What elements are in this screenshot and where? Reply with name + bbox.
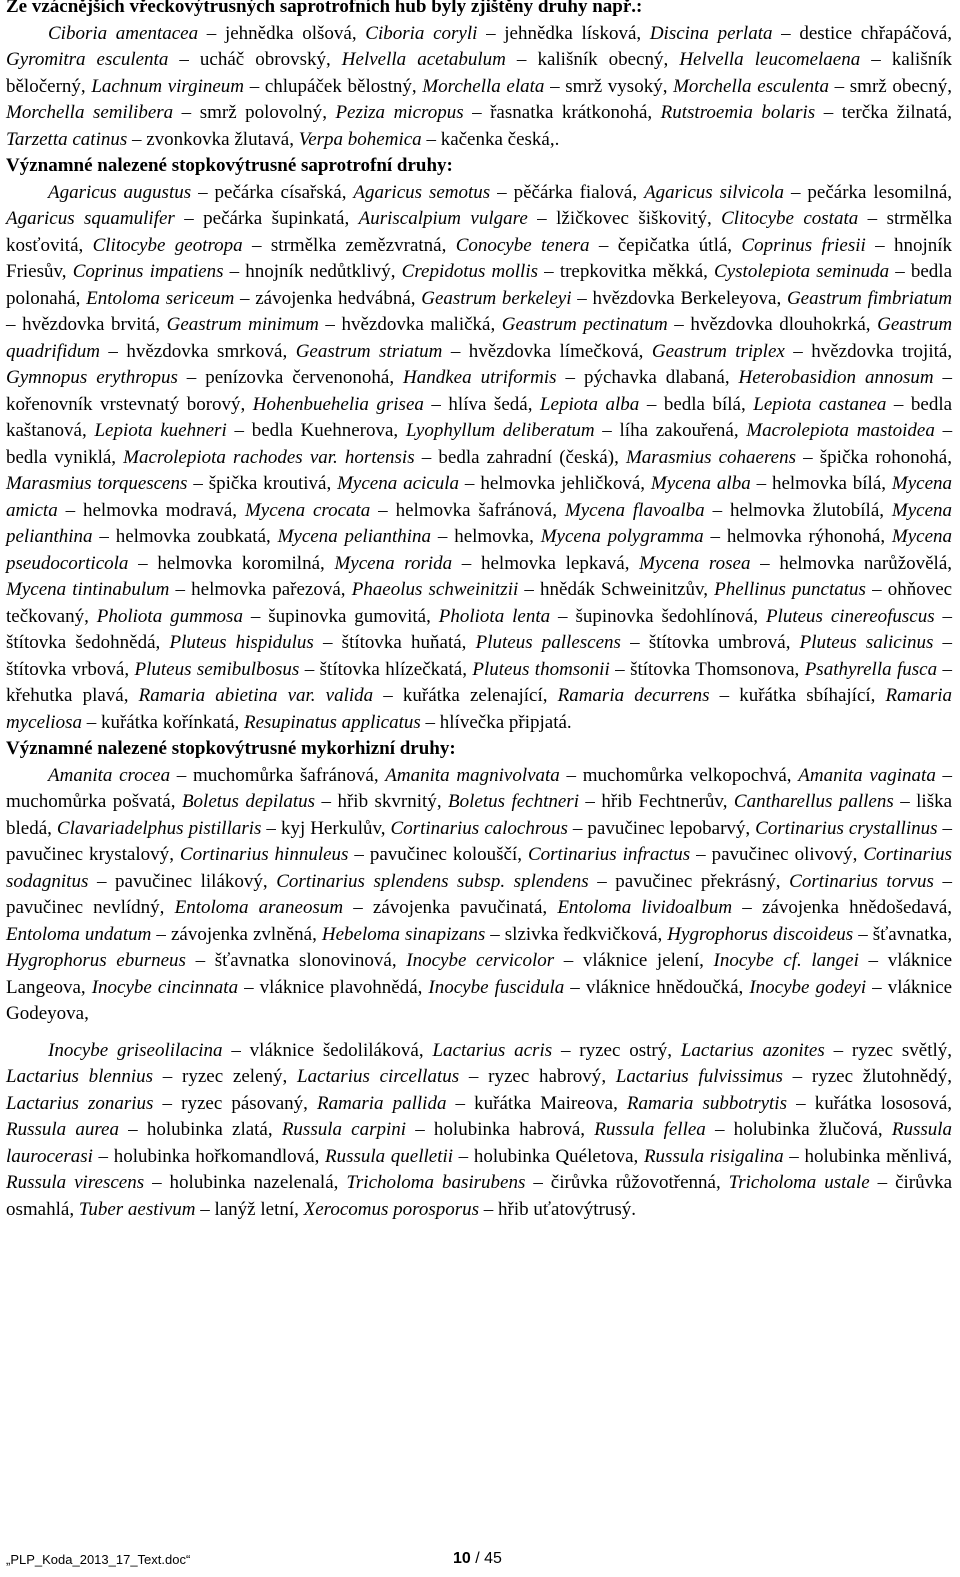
- page-footer: [6, 1548, 952, 1570]
- species-latin-name: Mycena crocata: [244, 499, 371, 521]
- species-latin-name: Amanita crocea: [48, 764, 171, 786]
- species-czech-name: šťavnatka: [872, 923, 948, 945]
- species-czech-name: vláknice šedoliláková: [249, 1039, 419, 1061]
- species-czech-name: terčka žilnatá: [841, 102, 948, 123]
- species-czech-name: destice chřapáčová: [799, 22, 948, 44]
- species-latin-name: Morchella semilibera: [6, 102, 174, 123]
- species-latin-name: Lactarius blennius: [6, 1066, 153, 1087]
- species-latin-name: Lactarius acris: [432, 1039, 553, 1061]
- species-czech-name: helmovka: [454, 526, 530, 547]
- species-czech-name: strmělka zemězvratná: [270, 234, 442, 256]
- species-czech-name: hvězdovka smrková: [126, 340, 283, 362]
- species-czech-name: štítovka hlízečkatá: [319, 658, 463, 680]
- species-latin-name: Russula quelletii: [324, 1145, 454, 1167]
- species-latin-name: Mycena acicula: [337, 473, 460, 494]
- species-latin-name: Cortinarius hinnuleus: [179, 844, 349, 865]
- species-latin-name: Marasmius torquescens: [6, 473, 188, 494]
- species-latin-name: Clitocybe geotropa: [92, 234, 243, 256]
- species-czech-name: jehnědka olšová: [224, 22, 352, 44]
- species-czech-name: kališník obecný: [537, 49, 664, 70]
- species-latin-name: Agaricus silvicola: [644, 181, 784, 203]
- species-czech-name: bedla polonahá: [6, 261, 953, 309]
- species-latin-name: Entoloma sericeum: [86, 287, 235, 309]
- species-czech-name: hnojník Friesův: [6, 234, 953, 282]
- page-separator: /: [470, 1550, 485, 1567]
- species-czech-name: smrž polovolný: [199, 102, 323, 123]
- footer-filename: „PLP_Koda_2013_17_Text.doc“: [6, 1552, 191, 1567]
- species-latin-name: Mycena alba: [650, 473, 751, 494]
- species-latin-name: Hebeloma sinapizans: [321, 923, 486, 945]
- species-latin-name: Pluteus pallescens: [475, 632, 621, 653]
- species-latin-name: Mycena pseudocorticola: [6, 526, 953, 574]
- species-latin-name: Ramaria decurrens: [557, 685, 710, 706]
- species-czech-name: smrž vysoký: [565, 75, 663, 97]
- species-czech-name: šupinovka gumovitá: [268, 605, 427, 627]
- species-latin-name: Lactarius fulvissimus: [615, 1066, 783, 1087]
- species-latin-name: Mycena pelianthina: [6, 499, 953, 547]
- species-czech-name: ryzec pásovaný: [181, 1092, 304, 1114]
- species-latin-name: Verpa bohemica: [298, 128, 422, 150]
- species-latin-name: Amanita vaginata: [798, 764, 936, 786]
- species-latin-name: Tarzetta catinus: [6, 128, 128, 150]
- species-latin-name: Coprinus friesii: [741, 234, 866, 256]
- species-czech-name: ucháč obrovský: [199, 49, 326, 70]
- species-czech-name: závojenka hedvábná: [255, 287, 411, 309]
- species-czech-name: helmovka žlutobílá: [729, 499, 880, 521]
- species-czech-name: holubinka zlatá: [146, 1119, 268, 1140]
- species-latin-name: Cortinarius calochrous: [390, 817, 568, 839]
- species-latin-name: Mycena flavoalba: [564, 499, 705, 521]
- species-latin-name: Pluteus hispidulus: [169, 632, 314, 653]
- species-czech-name: chlupáček bělostný: [264, 75, 412, 97]
- species-latin-name: Mycena tintinabulum: [6, 579, 170, 600]
- species-latin-name: Psathyrella fusca: [804, 658, 938, 680]
- species-latin-name: Pluteus salicinus: [799, 632, 934, 653]
- species-czech-name: ryzec ostrý: [579, 1039, 668, 1061]
- species-czech-name: slzivka ředkvičková: [504, 923, 658, 945]
- species-czech-name: kačenka česká: [440, 128, 550, 150]
- species-czech-name: štítovka huňatá: [341, 632, 462, 653]
- species-latin-name: Helvella acetabulum: [341, 49, 506, 70]
- species-latin-name: Lyophyllum deliberatum: [405, 420, 595, 441]
- species-czech-name: hnojník nedůtklivý: [245, 261, 391, 282]
- species-latin-name: Hygrophorus discoideus: [667, 923, 854, 945]
- species-czech-name: kuřátka zelenající: [402, 685, 543, 706]
- species-czech-name: kořenovník vrstevnatý borový: [6, 393, 241, 415]
- species-latin-name: Gyromitra esculenta: [6, 49, 169, 70]
- species-latin-name: Hohenbuehelia grisea: [252, 393, 424, 415]
- species-latin-name: Mycena rorida: [334, 552, 453, 574]
- species-czech-name: hřib uťatovýtrusý: [498, 1198, 632, 1220]
- species-czech-name: holubinka Quéletova: [473, 1145, 634, 1167]
- species-latin-name: Heterobasidion annosum: [738, 367, 934, 388]
- species-czech-name: ryzec světlý: [851, 1039, 948, 1061]
- species-latin-name: Russula virescens: [6, 1172, 145, 1193]
- species-latin-name: Cantharellus pallens: [733, 791, 894, 812]
- species-czech-name: štítovka Thomsonova: [630, 658, 795, 680]
- species-czech-name: pavučinec nevlídný: [6, 897, 160, 918]
- species-czech-name: liška bledá: [6, 791, 953, 839]
- species-czech-name: penízovka červenonohá: [205, 367, 390, 388]
- species-czech-name: bedla bílá: [663, 393, 741, 415]
- species-czech-name: kuřátka lososová: [814, 1092, 948, 1114]
- species-latin-name: Morchella esculenta: [673, 75, 829, 97]
- species-czech-name: čepičatka útlá: [617, 234, 728, 256]
- species-czech-name: smrž obecný: [849, 75, 948, 97]
- species-latin-name: Entoloma lividoalbum: [557, 897, 733, 918]
- species-latin-name: Auriscalpium vulgare: [358, 208, 528, 229]
- heading-mycorrhizal: Významné nalezené stopkovýtrusné mykorhizní druhy:: [6, 738, 456, 759]
- species-latin-name: Cortinarius infractus: [527, 844, 691, 865]
- species-czech-name: hřib Fechtnerův: [601, 791, 723, 812]
- species-czech-name: ryzec zelený: [182, 1066, 283, 1087]
- species-czech-name: helmovka pařezová: [191, 579, 341, 600]
- species-czech-name: hvězdovka maličká: [341, 314, 491, 335]
- species-latin-name: Mycena polygramma: [540, 526, 704, 547]
- species-czech-name: zvonkovka žlutavá: [146, 128, 290, 150]
- species-latin-name: Hygrophorus eburneus: [6, 950, 186, 971]
- species-latin-name: Resupinatus applicatus: [243, 711, 421, 733]
- species-latin-name: Pholiota lenta: [438, 605, 551, 627]
- species-latin-name: Russula aurea: [6, 1119, 119, 1140]
- species-latin-name: Agaricus squamulifer: [6, 208, 175, 229]
- species-latin-name: Geastrum triplex: [651, 340, 785, 362]
- species-latin-name: Phaeolus schweinitzii: [351, 579, 519, 600]
- species-list-mycorrhizal-a: Amanita crocea – muchomůrka šafránová, Amanita magnivolvata – muchomůrka velkopochvá, Amanita vaginata – muchomůrka pošvatá, Boletus depilatus – hřib skvrnitý, Boletus fechtneri – hřib Fechtnerův, Cantharellus pallens – liška bledá, Clavariadelphus pistillaris – kyj Herkulův, Cortinarius calochrous – pavučinec lepobarvý, Cortinarius crystallinus – pavučinec krystalový, Cortinarius hinnuleus – pavučinec kolouščí, Cortinarius infractus – pavučinec olivový, Cortinarius sodagnitus – pavučinec lilákový, Cortinarius splendens subsp. splendens – pavučinec překrásný, Cortinarius torvus – pavučinec nevlídný, Entoloma araneosum – závojenka pavučinatá, Entoloma lividoalbum – závojenka hnědošedavá, Entoloma undatum – závojenka zvlněná, Hebeloma sinapizans – slzivka ředkvičková, Hygrophorus discoideus – šťavnatka, Hygrophorus eburneus – šťavnatka slonovinová, Inocybe cervicolor – vláknice jelení, Inocybe cf. langei – vláknice Langeova, Inocybe cincinnata – vláknice plavohnědá, Inocybe fuscidula – vláknice hnědoučká, Inocybe godeyi – vláknice Godeyova,: [6, 764, 953, 1024]
- footer-page-number: [453, 1550, 502, 1568]
- species-latin-name: Lactarius circellatus: [297, 1066, 460, 1087]
- species-czech-name: vláknice Godeyova: [6, 976, 953, 1024]
- species-czech-name: hvězdovka trojitá: [811, 340, 948, 362]
- species-latin-name: Tricholoma basirubens: [346, 1172, 526, 1193]
- species-latin-name: Ramaria myceliosa: [6, 685, 953, 733]
- species-czech-name: helmovka zoubkatá: [115, 526, 266, 547]
- species-czech-name: pečárka šupinkatá: [203, 208, 345, 229]
- species-czech-name: kuřátka kořínkatá: [100, 711, 235, 733]
- species-czech-name: bedla zahradní (česká): [438, 446, 615, 468]
- heading-ascomycetes: Ze vzácnějších vřeckovýtrusných saprotrofních hub byly zjištěny druhy např.:: [6, 0, 643, 17]
- species-czech-name: hlívečka připjatá: [439, 711, 567, 733]
- species-latin-name: Amanita magnivolvata: [385, 764, 560, 786]
- species-czech-name: bedla Kuehnerova: [251, 420, 394, 441]
- species-latin-name: Macrolepiota mastoidea: [746, 420, 935, 441]
- species-latin-name: Cortinarius sodagnitus: [6, 844, 953, 892]
- species-latin-name: Phellinus punctatus: [714, 579, 866, 600]
- page-total: 45: [484, 1550, 502, 1567]
- species-czech-name: helmovka rýhonohá: [726, 526, 881, 547]
- species-latin-name: Peziza micropus: [335, 102, 464, 123]
- species-latin-name: Ramaria abietina var. valida: [138, 685, 374, 706]
- species-latin-name: Gymnopus erythropus: [6, 367, 178, 388]
- species-czech-name: hvězdovka brvitá: [22, 314, 156, 335]
- species-latin-name: Lactarius azonites: [680, 1039, 825, 1061]
- species-latin-name: Inocybe cincinnata: [91, 976, 239, 998]
- species-czech-name: vláknice hnědoučká: [585, 976, 739, 998]
- species-latin-name: Boletus depilatus: [181, 791, 316, 812]
- species-latin-name: Geastrum fimbriatum: [786, 287, 953, 309]
- species-czech-name: hřib skvrnitý: [337, 791, 437, 812]
- species-latin-name: Ciboria amentacea: [48, 22, 199, 44]
- species-czech-name: pečárka lesomilná: [807, 181, 948, 203]
- species-czech-name: čirůvka osmahlá: [6, 1172, 953, 1220]
- species-czech-name: hvězdovka dlouhokrká: [690, 314, 866, 335]
- species-czech-name: čirůvka růžovotřenná: [550, 1172, 716, 1193]
- species-latin-name: Crepidotus mollis: [401, 261, 539, 282]
- species-latin-name: Russula laurocerasi: [6, 1119, 953, 1167]
- species-czech-name: kuřátka sbíhající: [739, 685, 871, 706]
- species-latin-name: Tricholoma ustale: [728, 1172, 870, 1193]
- species-czech-name: pavučinec krystalový: [6, 844, 170, 865]
- species-latin-name: Handkea utriformis: [403, 367, 557, 388]
- species-czech-name: muchomůrka pošvatá: [6, 791, 171, 812]
- species-latin-name: Lepiota kuehneri: [94, 420, 227, 441]
- species-czech-name: štítovka šedohnědá: [6, 632, 156, 653]
- species-czech-name: bedla vyniklá: [6, 446, 112, 468]
- species-latin-name: Lepiota castanea: [753, 393, 887, 415]
- species-czech-name: křehutka plavá: [6, 685, 124, 706]
- species-latin-name: Morchella elata: [422, 75, 545, 97]
- species-czech-name: lanýž letní: [214, 1198, 295, 1220]
- species-czech-name: helmovka koromilná: [157, 552, 321, 574]
- species-czech-name: hvězdovka Berkeleyova: [592, 287, 777, 309]
- species-czech-name: helmovka lepkavá: [481, 552, 625, 574]
- species-czech-name: špička rohonohá: [819, 446, 948, 468]
- species-czech-name: helmovka modravá: [83, 499, 233, 521]
- species-czech-name: strmělka kosťovitá: [6, 208, 953, 256]
- species-latin-name: Macrolepiota rachodes var. hortensis: [123, 446, 415, 468]
- species-czech-name: pavučinec kolouščí: [369, 844, 518, 865]
- species-czech-name: ryzec habrový: [488, 1066, 602, 1087]
- species-list-saprotrophic: Agaricus augustus – pečárka císařská, Agaricus semotus – pěčárka fialová, Agaricus silvicola – pečárka lesomilná, Agaricus squamulifer – pečárka šupinkatá, Auriscalpium vulgare – lžičkovec šiškovitý, Clitocybe costata – strmělka kosťovitá, Clitocybe geotropa – strmělka zemězvratná, Conocybe tenera – čepičatka útlá, Coprinus friesii – hnojník Friesův, Coprinus impatiens – hnojník nedůtklivý, Crepidotus mollis – trepkovitka měkká, Cystolepiota seminuda – bedla polonahá, Entoloma sericeum – závojenka hedvábná, Geastrum berkeleyi – hvězdovka Berkeleyova, Geastrum fimbriatum – hvězdovka brvitá, Geastrum minimum – hvězdovka maličká, Geastrum pectinatum – hvězdovka dlouhokrká, Geastrum quadrifidum – hvězdovka smrková, Geastrum striatum – hvězdovka límečková, Geastrum triplex – hvězdovka trojitá, Gymnopus erythropus – penízovka červenonohá, Handkea utriformis – pýchavka dlabaná, Heterobasidion annosum – kořenovník vrstevnatý borový, Hohenbuehelia grisea – hlíva šedá, Lepiota alba – bedla bílá, Lepiota castanea – bedla kaštanová, Lepiota kuehneri – bedla Kuehnerova, Lyophyllum deliberatum – líha zakouřená, Macrolepiota mastoidea – bedla vyniklá, Macrolepiota rachodes var. hortensis – bedla zahradní (česká), Marasmius cohaerens – špička rohonohá, Marasmius torquescens – špička kroutivá, Mycena acicula – helmovka jehličková, Mycena alba – helmovka bílá, Mycena amicta – helmovka modravá, Mycena crocata – helmovka šafránová, Mycena flavoalba – helmovka žlutobílá, Mycena pelianthina – helmovka zoubkatá, Mycena pelianthina – helmovka, Mycena polygramma – helmovka rýhonohá, Mycena pseudocorticola – helmovka koromilná, Mycena rorida – helmovka lepkavá, Mycena rosea – helmovka narůžovělá, Mycena tintinabulum – helmovka pařezová, Phaeolus schweinitzii – hnědák Schweinitzův, Phellinus punctatus – ohňovec tečkovaný, Pholiota gummosa – šupinovka gumovitá, Pholiota lenta – šupinovka šedohlínová, Pluteus cinereofuscus – štítovka šedohnědá, Pluteus hispidulus – štítovka huňatá, Pluteus pallescens – štítovka umbrová, Pluteus salicinus – štítovka vrbová, Pluteus semibulbosus – štítovka hlízečkatá, Pluteus thomsonii – štítovka Thomsonova, Psathyrella fusca – křehutka plavá, Ramaria abietina var. valida – kuřátka zelenající, Ramaria decurrens – kuřátka sbíhající, Ramaria myceliosa – kuřátka kořínkatá, Resupinatus applicatus – hlívečka připjatá.: [6, 181, 953, 733]
- species-latin-name: Inocybe fuscidula: [428, 976, 565, 998]
- species-list-mycorrhizal-b: Inocybe griseolilacina – vláknice šedoliláková, Lactarius acris – ryzec ostrý, Lactarius azonites – ryzec světlý, Lactarius blennius – ryzec zelený, Lactarius circellatus – ryzec habrový, Lactarius fulvissimus – ryzec žlutohnědý, Lactarius zonarius – ryzec pásovaný, Ramaria pallida – kuřátka Maireova, Ramaria subbotrytis – kuřátka lososová, Russula aurea – holubinka zlatá, Russula carpini – holubinka habrová, Russula fellea – holubinka žlučová, Russula laurocerasi – holubinka hořkomandlová, Russula quelletii – holubinka Quéletova, Russula risigalina – holubinka měnlivá, Russula virescens – holubinka nazelenalá, Tricholoma basirubens – čirůvka růžovotřenná, Tricholoma ustale – čirůvka osmahlá, Tuber aestivum – lanýž letní, Xerocomus porosporus – hřib uťatovýtrusý.: [6, 1039, 953, 1220]
- species-latin-name: Russula carpini: [281, 1119, 407, 1140]
- species-latin-name: Inocybe cf. langei: [713, 950, 859, 971]
- species-latin-name: Cortinarius splendens subsp. splendens: [276, 870, 589, 892]
- species-latin-name: Agaricus semotus: [353, 181, 491, 203]
- species-latin-name: Russula risigalina: [643, 1145, 784, 1167]
- species-czech-name: šťavnatka slonovinová: [214, 950, 392, 971]
- species-list-ascomycetes: Ciboria amentacea – jehnědka olšová, Ciboria coryli – jehnědka lísková, Discina perlata – destice chřapáčová, Gyromitra esculenta – ucháč obrovský, Helvella acetabulum – kališník obecný, Helvella leucomelaena – kališník běločerný, Lachnum virgineum – chlupáček bělostný, Morchella elata – smrž vysoký, Morchella esculenta – smrž obecný, Morchella semilibera – smrž polovolný, Peziza micropus – řasnatka krátkonohá, Rutstroemia bolaris – terčka žilnatá, Tarzetta catinus – zvonkovka žlutavá, Verpa bohemica – kačenka česká,.: [6, 22, 953, 150]
- species-czech-name: vláknice jelení: [582, 950, 700, 971]
- species-czech-name: pavučinec překrásný: [615, 870, 776, 892]
- document-body: [6, 0, 952, 1223]
- species-latin-name: Discina perlata: [649, 22, 773, 44]
- species-latin-name: Agaricus augustus: [48, 181, 192, 203]
- species-latin-name: Pholiota gummosa: [96, 605, 243, 627]
- species-latin-name: Coprinus impatiens: [72, 261, 224, 282]
- species-latin-name: Inocybe cervicolor: [406, 950, 555, 971]
- species-czech-name: holubinka nazelenalá: [169, 1172, 334, 1193]
- species-czech-name: hvězdovka límečková: [468, 340, 639, 362]
- species-latin-name: Rutstroemia bolaris: [660, 102, 816, 123]
- species-latin-name: Conocybe tenera: [455, 234, 590, 256]
- species-czech-name: holubinka habrová: [433, 1119, 581, 1140]
- species-czech-name: kyj Herkulův: [280, 817, 381, 839]
- species-czech-name: trepkovitka měkká: [559, 261, 704, 282]
- species-latin-name: Inocybe godeyi: [749, 976, 867, 998]
- species-czech-name: pěčárka fialová: [513, 181, 633, 203]
- species-latin-name: Entoloma undatum: [6, 923, 152, 945]
- species-latin-name: Russula fellea: [594, 1119, 706, 1140]
- species-czech-name: kuřátka Maireova: [474, 1092, 614, 1114]
- species-latin-name: Cortinarius torvus: [789, 870, 934, 892]
- footer-divider: [6, 1544, 952, 1545]
- species-latin-name: Lepiota alba: [539, 393, 640, 415]
- species-czech-name: pýchavka dlabaná: [583, 367, 725, 388]
- species-czech-name: vláknice plavohnědá: [259, 976, 418, 998]
- species-latin-name: Inocybe griseolilacina: [48, 1039, 223, 1061]
- species-latin-name: Geastrum pectinatum: [501, 314, 668, 335]
- species-latin-name: Mycena rosea: [639, 552, 751, 574]
- species-czech-name: ohňovec tečkovaný: [6, 579, 953, 627]
- species-czech-name: holubinka hořkomandlová: [113, 1145, 315, 1167]
- species-latin-name: Cortinarius crystallinus: [755, 817, 938, 839]
- species-czech-name: holubinka žlučová: [733, 1119, 878, 1140]
- species-latin-name: Pluteus cinereofuscus: [765, 605, 935, 627]
- species-czech-name: hlíva šedá: [448, 393, 528, 415]
- species-latin-name: Helvella leucomelaena: [679, 49, 861, 70]
- species-czech-name: líha zakouřená: [619, 420, 734, 441]
- species-czech-name: pavučinec lepobarvý: [587, 817, 746, 839]
- species-latin-name: Ciboria coryli: [365, 22, 478, 44]
- species-latin-name: Geastrum minimum: [166, 314, 319, 335]
- species-latin-name: Mycena pelianthina: [277, 526, 432, 547]
- species-czech-name: helmovka narůžovělá: [779, 552, 948, 574]
- species-czech-name: lžičkovec šiškovitý: [556, 208, 707, 229]
- species-czech-name: závojenka pavučinatá: [372, 897, 543, 918]
- species-latin-name: Boletus fechtneri: [448, 791, 579, 812]
- species-latin-name: Mycena amicta: [6, 473, 953, 521]
- species-czech-name: holubinka měnlivá: [804, 1145, 948, 1167]
- species-latin-name: Ramaria subbotrytis: [626, 1092, 787, 1114]
- heading-saprotrophic: Významné nalezené stopkovýtrusné saprotrofní druhy:: [6, 155, 453, 176]
- page-current: 10: [453, 1550, 471, 1567]
- species-czech-name: jehnědka lísková: [504, 22, 637, 44]
- species-latin-name: Pluteus semibulbosus: [134, 658, 300, 680]
- species-czech-name: šupinovka šedohlínová: [575, 605, 754, 627]
- species-czech-name: helmovka jehličková: [480, 473, 641, 494]
- species-latin-name: Lactarius zonarius: [6, 1092, 154, 1114]
- species-latin-name: Ramaria pallida: [317, 1092, 447, 1114]
- species-czech-name: muchomůrka velkopochvá: [582, 764, 787, 786]
- species-latin-name: Geastrum striatum: [295, 340, 443, 362]
- species-czech-name: helmovka šafránová: [395, 499, 553, 521]
- species-czech-name: vláknice Langeova: [6, 950, 953, 998]
- species-czech-name: helmovka bílá: [771, 473, 882, 494]
- species-latin-name: Cystolepiota seminuda: [714, 261, 890, 282]
- species-czech-name: pavučinec olivový: [711, 844, 853, 865]
- species-czech-name: muchomůrka šafránová: [193, 764, 374, 786]
- species-latin-name: Clavariadelphus pistillaris: [56, 817, 262, 839]
- species-czech-name: závojenka zvlněná: [170, 923, 313, 945]
- species-latin-name: Pluteus thomsonii: [472, 658, 610, 680]
- species-latin-name: Tuber aestivum: [78, 1198, 196, 1220]
- species-czech-name: závojenka hnědošedavá: [761, 897, 948, 918]
- species-latin-name: Clitocybe costata: [721, 208, 859, 229]
- species-latin-name: Entoloma araneosum: [174, 897, 344, 918]
- species-latin-name: Xerocomus porosporus: [303, 1198, 480, 1220]
- species-czech-name: štítovka umbrová: [648, 632, 786, 653]
- species-latin-name: Marasmius cohaerens: [625, 446, 796, 468]
- species-latin-name: Geastrum berkeleyi: [421, 287, 572, 309]
- species-czech-name: štítovka vrbová: [6, 658, 125, 680]
- species-latin-name: Geastrum quadrifidum: [6, 314, 953, 362]
- species-czech-name: hnědák Schweinitzův: [540, 579, 704, 600]
- species-czech-name: pečárka císařská: [214, 181, 342, 203]
- species-czech-name: řasnatka krátkonohá: [490, 102, 648, 123]
- species-czech-name: pavučinec lilákový: [115, 870, 263, 892]
- species-latin-name: Lachnum virgineum: [91, 75, 245, 97]
- species-czech-name: špička kroutivá: [208, 473, 327, 494]
- species-czech-name: ryzec žlutohnědý: [811, 1066, 948, 1087]
- species-czech-name: bedla kaštanová: [6, 393, 953, 441]
- species-czech-name: kališník běločerný: [6, 49, 953, 97]
